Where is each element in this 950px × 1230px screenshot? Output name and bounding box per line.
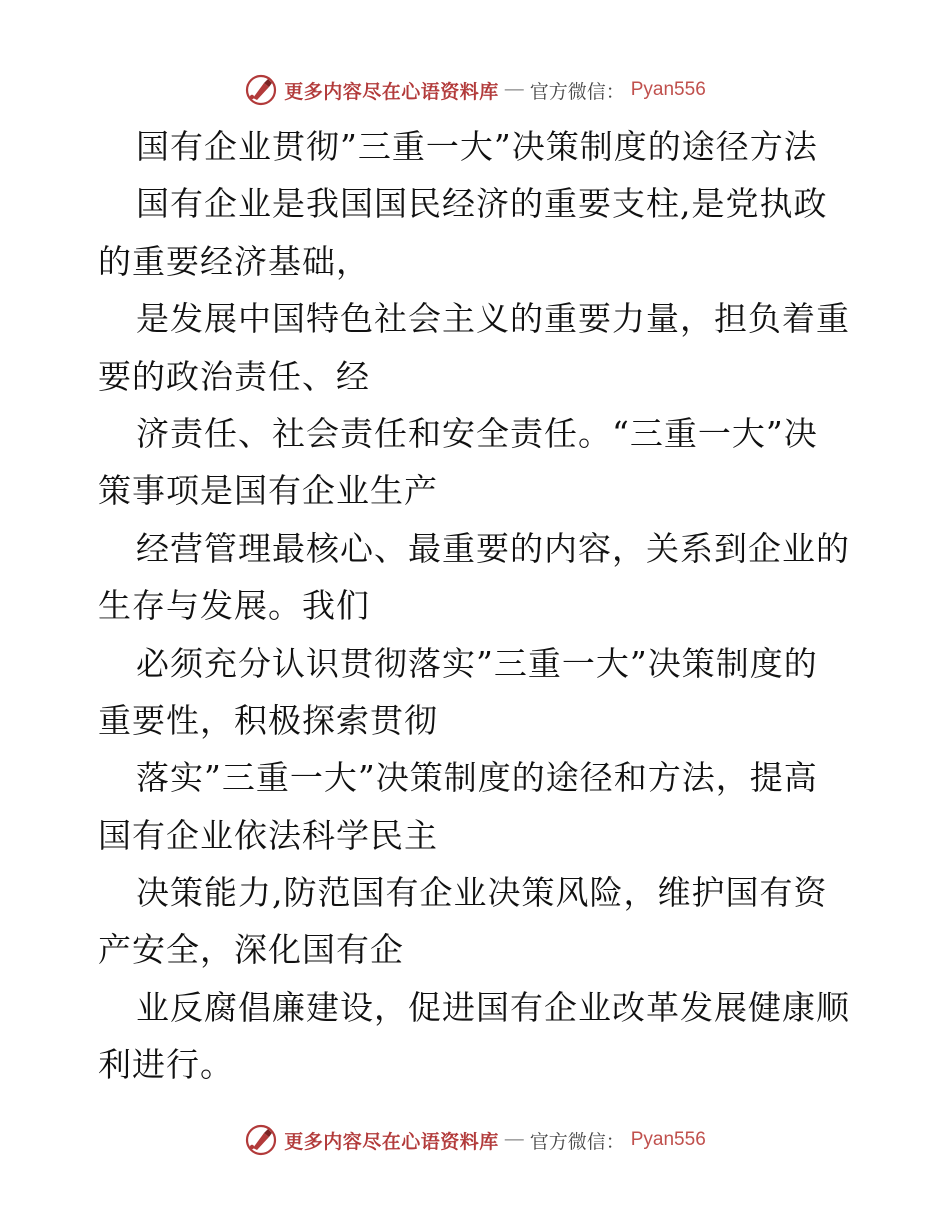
paragraph-line: 国有企业依法科学民主: [98, 815, 438, 855]
banner-official-label: 官方微信：: [529, 1130, 625, 1153]
pen-nib-logo-icon: [244, 73, 278, 107]
paragraph-line: 济责任、社会责任和安全责任。“三重一大”决: [136, 413, 818, 453]
paragraph-line: 必须充分认识贯彻落实”三重一大”决策制度的: [136, 643, 818, 683]
paragraph-line: 国有企业是我国国民经济的重要支柱,是党执政: [136, 184, 828, 224]
paragraph-line: 生存与发展。我们: [98, 586, 370, 626]
document-body: [98, 118, 858, 1094]
paragraph-line: 策事项是国有企业生产: [98, 471, 438, 511]
banner-brand-text: 更多内容尽在心语资料库: [284, 80, 499, 103]
paragraph-line: 产安全，深化国有企: [98, 930, 404, 970]
footer-banner: [0, 1120, 950, 1160]
document-title: 国有企业贯彻”三重一大”决策制度的途径方法: [136, 127, 818, 166]
paragraph-line: 落实”三重一大”决策制度的途径和方法，提高: [136, 758, 818, 798]
header-banner: [0, 70, 950, 110]
paragraph-line: 经营管理最核心、最重要的内容，关系到企业的: [136, 528, 850, 568]
banner-brand-text: 更多内容尽在心语资料库: [284, 1130, 499, 1153]
banner-dash: —: [504, 79, 524, 100]
banner-official-label: 官方微信：: [529, 80, 625, 103]
paragraph-line: 重要性，积极探索贯彻: [98, 700, 438, 740]
paragraph-line: 利进行。: [98, 1045, 234, 1085]
paragraph-line: 决策能力,防范国有企业决策风险，维护国有资: [136, 873, 828, 913]
paragraph-line: 要的政治责任、经: [98, 356, 370, 396]
banner-dash: —: [504, 1129, 524, 1150]
paragraph-line: 是发展中国特色社会主义的重要力量，担负着重: [136, 299, 850, 339]
pen-nib-logo-icon: [244, 1123, 278, 1157]
paragraph-line: 的重要经济基础，: [98, 241, 370, 281]
banner-wechat-id: Pyan556: [630, 1129, 706, 1150]
paragraph-line: 业反腐倡廉建设，促进国有企业改革发展健康顺: [136, 987, 850, 1027]
banner-wechat-id: Pyan556: [630, 79, 706, 100]
